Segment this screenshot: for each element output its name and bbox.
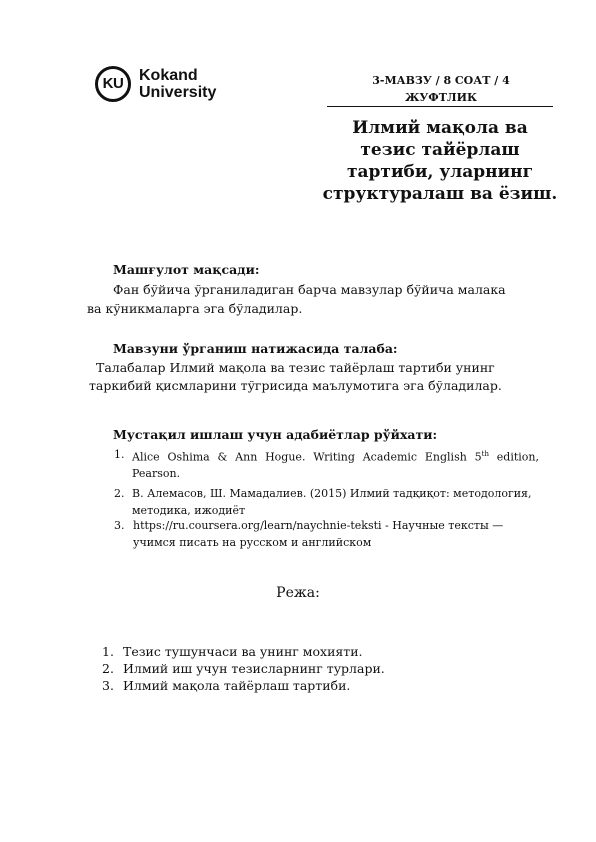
plan-item: Илмий иш учун тезисларнинг турлари. [123, 661, 385, 676]
plan-item: Илмий мақола тайёрлаш тартиби. [123, 678, 351, 693]
logo-wordmark: Kokand University [139, 67, 217, 101]
result-text-line: Талабалар Илмий мақола ва тезис тайёрлаш тартиби унинг [96, 360, 495, 375]
plan-item-number: 1. [102, 644, 114, 659]
goal-text-line: Фан бўйича ўрганиладиган барча мавзулар бўйича малака [113, 282, 506, 297]
result-heading: Мавзуни ўрганиш натижасида талаба: [113, 341, 398, 356]
page-title: Илмий мақола ва тезис тайёрлаш тартиби, уларнинг структуралаш ва ёзиш. [322, 118, 558, 204]
plan-item-number: 3. [102, 678, 114, 693]
goal-heading: Машғулот мақсади: [113, 262, 260, 277]
plan-item-number: 2. [102, 661, 114, 676]
reference-number: 3. [114, 519, 125, 532]
plan-item: Тезис тушунчаси ва унинг мохияти. [123, 644, 363, 659]
plan-heading: Режа: [276, 585, 320, 601]
topic-meta: 3-МАВЗУ / 8 СОАТ / 4 ЖУФТЛИК [372, 74, 510, 104]
reference-item: В. Алемасов, Ш. Мамадалиев. (2015) Илмий тадқиқот: методология, методика, ижодиёт [132, 487, 532, 517]
reference-item: Alice Oshima & Ann Hogue. Writing Academic English 5th edition, [132, 450, 539, 464]
reference-number: 2. [114, 487, 125, 500]
ku-logo-mark: KU [95, 66, 131, 102]
goal-text-line: ва кўникмаларга эга бўладилар. [87, 301, 303, 316]
reference-item-continued: Pearson. [132, 467, 181, 480]
result-text-line: таркибий қисмларини тўгрисида маълумотига эга бўладилар. [89, 378, 502, 393]
reference-link[interactable]: https://ru.coursera.org/learn/naychnie-teksti - Научные тексты — учимся писать на русском и английском [133, 519, 504, 549]
reference-number: 1. [114, 448, 125, 461]
header-divider [327, 106, 553, 107]
kokand-university-logo [95, 66, 235, 108]
literature-heading: Мустақил ишлаш учун адабиётлар рўйхати: [113, 427, 438, 442]
